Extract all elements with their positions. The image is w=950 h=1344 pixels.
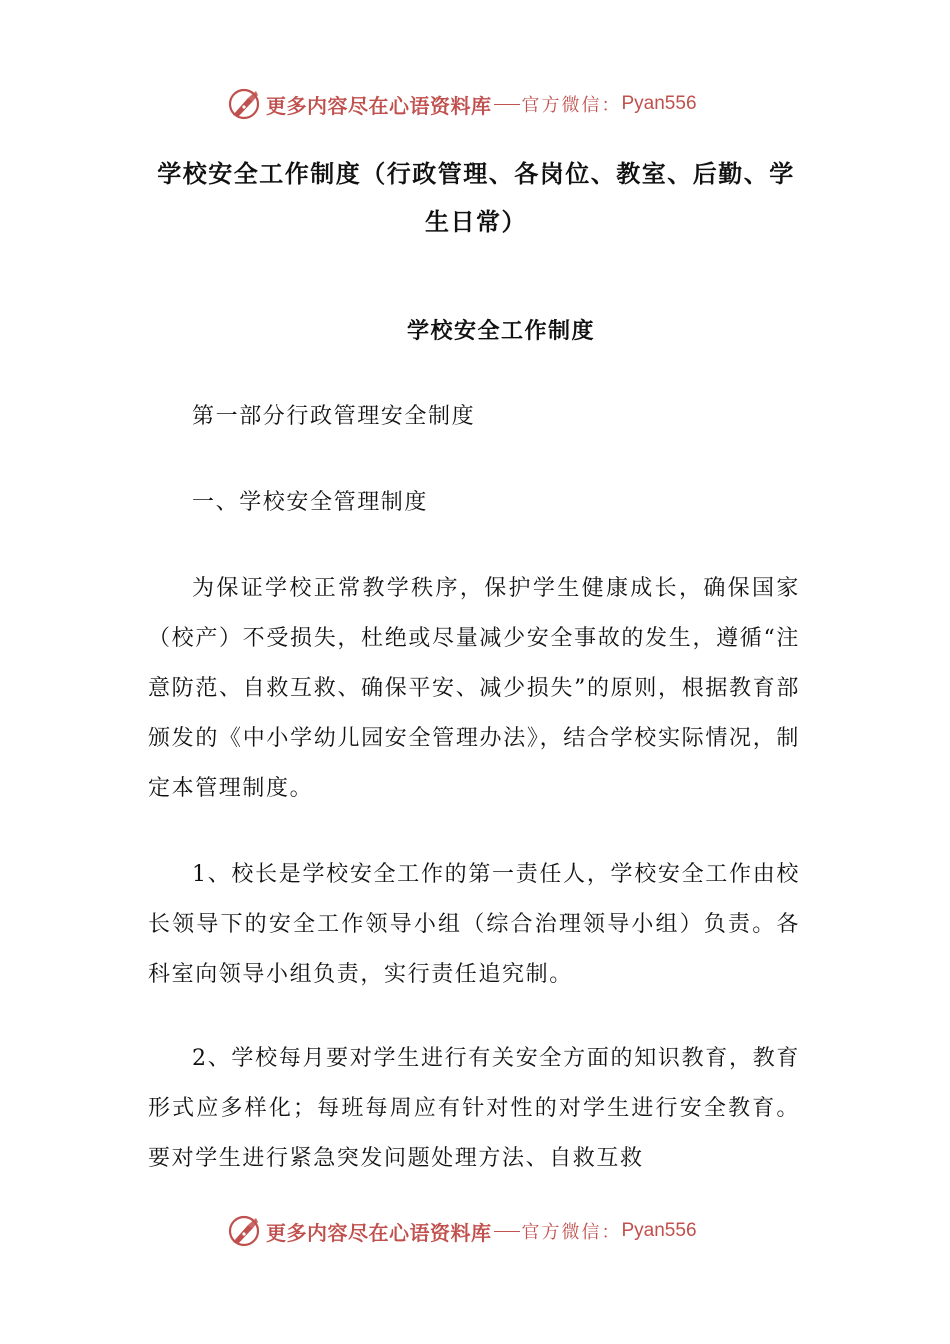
watermark-separator — [494, 104, 520, 105]
clause-paragraph-2: 2、学校每月要对学生进行有关安全方面的知识教育，教育形式应多样化；每班每周应有针对性的对学生进行安全教育。要对学生进行紧急突发问题处理方法、自救互救 — [148, 1046, 800, 1171]
sub-heading: 一、学校安全管理制度 — [192, 490, 429, 515]
watermark-wechat-handle: Pyan556 — [621, 1220, 697, 1241]
intro-paragraph: 为保证学校正常教学秩序，保护学生健康成长，确保国家（校产）不受损失，杜绝或尽量减少安全事故的发生，遵循“注意防范、自救互救、确保平安、减少损失”的原则，根据教育部颁发的《中小学幼儿园安全管理办法》，结合学校实际情况，制定本管理制度。 — [148, 576, 800, 801]
watermark-brand-text: 更多内容尽在心语资料库 — [266, 1220, 492, 1245]
document-title: 学校安全工作制度（行政管理、各岗位、教室、后勤、学生日常） — [157, 160, 795, 236]
watermark-brand-text: 更多内容尽在心语资料库 — [266, 93, 492, 118]
clause-paragraph-1: 1、校长是学校安全工作的第一责任人，学校安全工作由校长领导下的安全工作领导小组（综合治理领导小组）负责。各科室向领导小组负责，实行责任追究制。 — [148, 862, 800, 987]
watermark-separator — [494, 1231, 520, 1232]
part-heading: 第一部分行政管理安全制度 — [192, 404, 476, 429]
watermark-label-text: 官方微信： — [521, 95, 622, 116]
pen-nib-seal-icon — [226, 1213, 262, 1249]
watermark-banner-bottom — [226, 1211, 697, 1251]
watermark-banner-top — [226, 84, 697, 124]
watermark-label-text: 官方微信： — [521, 1222, 622, 1243]
pen-nib-seal-icon — [226, 86, 262, 122]
watermark-wechat-handle: Pyan556 — [621, 93, 697, 114]
section-title: 学校安全工作制度 — [406, 319, 595, 344]
